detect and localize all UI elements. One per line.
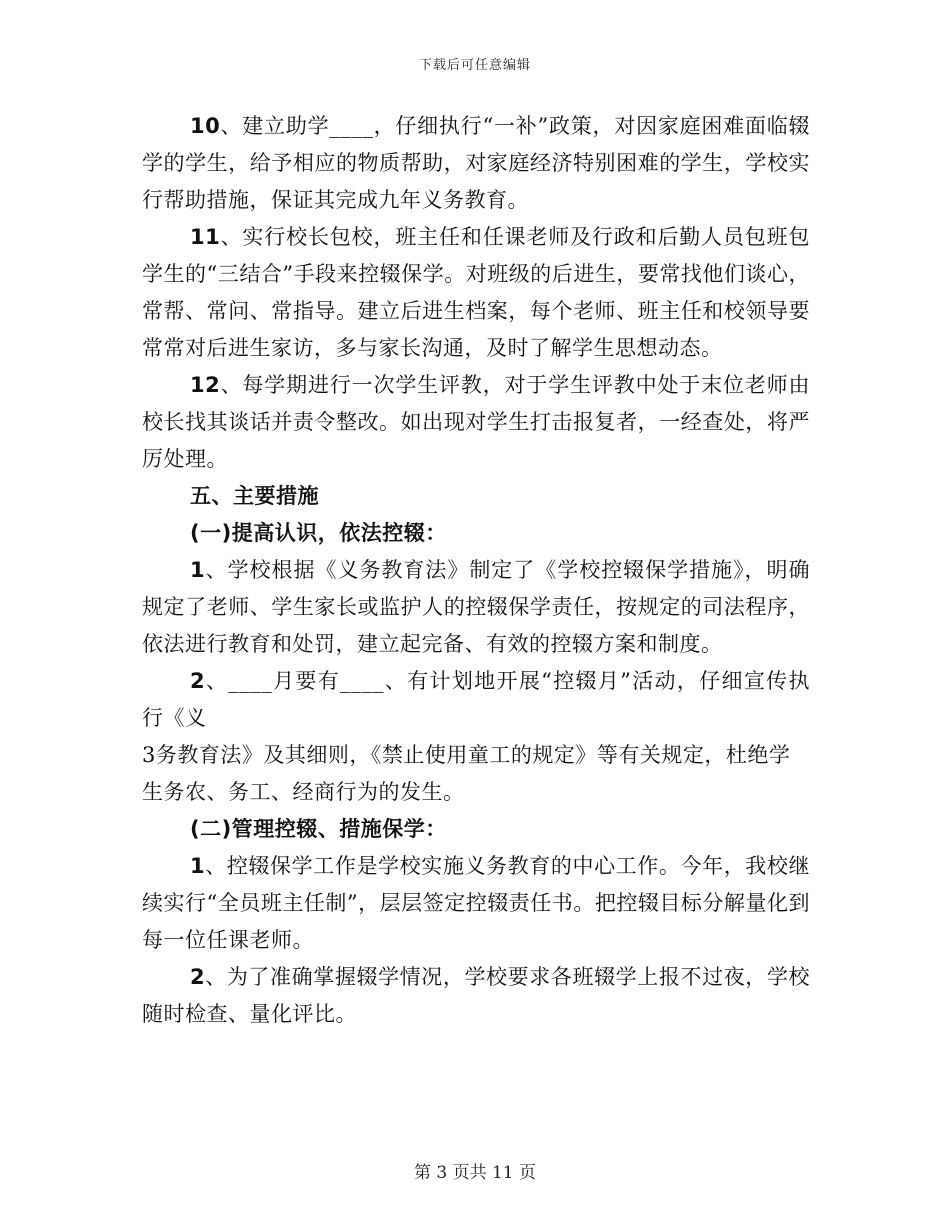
page-header-note: 下载后可任意编辑 xyxy=(418,58,531,73)
subsection-1-paragraph-2 xyxy=(142,663,810,737)
page-number: 第 3 页共 11 页 xyxy=(413,1163,537,1183)
item-number: 1 xyxy=(190,558,206,582)
paragraph-text: 、控辍保学工作是学校实施义务教育的中心工作。今年，我校继续实行“全员班主任制”，层层签定控辍责任书。把控辍目标分解量化到每一位任课老师。 xyxy=(142,854,810,952)
subsection-heading-1: (一)提高认识，依法控辍： xyxy=(190,521,447,545)
subsection-1-paragraph-1 xyxy=(142,552,810,663)
item-number: 12 xyxy=(190,373,221,397)
subsection-heading-2: (二)管理控辍、措施保学： xyxy=(190,817,447,841)
section-heading-measures: 五、主要措施 xyxy=(190,484,319,508)
paragraph-text: 、为了准确掌握辍学情况，学校要求各班辍学上报不过夜，学校随时检查、量化评比。 xyxy=(142,965,810,1026)
paragraph-text: 、实行校长包校，班主任和任课老师及行政和后勤人员包班包学生的“三结合”手段来控辍保学。对班级的后进生，要常找他们谈心，常帮、常问、常指导。建立后进生档案，每个老师、班主任和校领导要常常对后进生家访，多与家长沟通，及时了解学生思想动态。 xyxy=(142,225,810,360)
item-number: 10 xyxy=(190,114,221,138)
paragraph-text: 、建立助学____，仔细执行“一补”政策，对因家庭困难面临辍学的学生，给予相应的物质帮助，对家庭经济特别困难的学生，学校实行帮助措施，保证其完成九年义务教育。 xyxy=(142,114,810,212)
subsection-2-paragraph-1 xyxy=(142,848,810,959)
subsection-1-paragraph-2-continuation: 3务教育法》及其细则，《禁止使用童工的规定》等有关规定，杜绝学生务农、务工、经商行为的发生。 xyxy=(142,743,791,804)
paragraph-11 xyxy=(142,219,810,367)
item-number: 11 xyxy=(190,225,221,249)
paragraph-12 xyxy=(142,367,810,478)
paragraph-text: 、____月要有____、有计划地开展“控辍月”活动，仔细宣传执行《义 xyxy=(142,669,810,730)
document-body xyxy=(142,108,810,1033)
paragraph-text: 、每学期进行一次学生评教，对于学生评教中处于末位老师由校长找其谈话并责令整改。如出现对学生打击报复者，一经查处，将严厉处理。 xyxy=(142,373,810,471)
item-number: 2 xyxy=(190,965,206,989)
item-number: 2 xyxy=(190,669,206,693)
subsection-2-paragraph-2 xyxy=(142,959,810,1033)
paragraph-10 xyxy=(142,108,810,219)
paragraph-text: 、学校根据《义务教育法》制定了《学校控辍保学措施》，明确规定了老师、学生家长或监护人的控辍保学责任，按规定的司法程序，依法进行教育和处罚，建立起完备、有效的控辍方案和制度。 xyxy=(142,558,810,656)
item-number: 1 xyxy=(190,854,206,878)
